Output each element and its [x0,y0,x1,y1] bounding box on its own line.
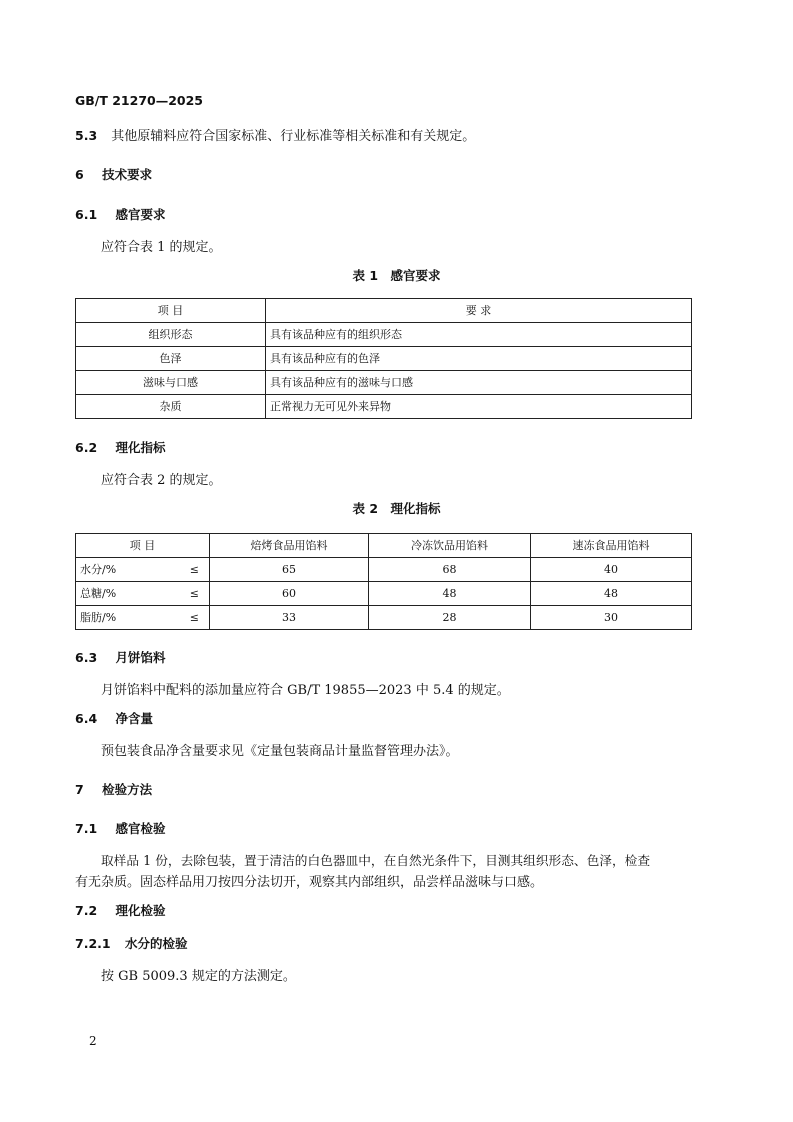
section-7-heading [75,780,152,798]
section-6-4-heading [75,709,153,727]
clause-text: 其他原辅料应符合国家标准、行业标准等相关标准和有关规定。 [111,129,476,144]
table-cell: 65 [210,558,369,582]
table-cell: 40 [531,558,692,582]
section-title: 技术要求 [102,167,153,182]
table-cell: 正常视力无可见外来异物 [266,395,692,419]
clause-5-3 [75,125,475,144]
less-equal-symbol: ≤ [189,563,199,576]
table-row [76,323,692,347]
section-number: 7.2 [75,903,98,918]
section-number: 6.2 [75,440,98,455]
table-cell: 60 [210,582,369,606]
table-row [76,395,692,419]
section-7-1-body-line-1: 取样品 1 份，去除包装，置于清洁的白色器皿中，在自然光条件下，目测其组织形态、色泽，检查 [101,853,651,868]
table-cell: 33 [210,606,369,630]
table-header-cell: 冷冻饮品用馅料 [369,534,531,558]
section-7-2-heading [75,901,166,919]
section-6-heading [75,165,152,183]
section-title: 净含量 [115,711,154,726]
section-title: 理化指标 [115,440,166,455]
table-header-cell: 项 目 [76,534,210,558]
table-cell: 具有该品种应有的滋味与口感 [266,371,692,395]
page-number: 2 [89,1034,97,1048]
table-1-caption: 表 1 感官要求 [352,268,441,283]
table-cell [76,606,210,630]
document-header: GB/T 21270—2025 [75,93,204,108]
section-6-2-heading [75,438,166,456]
section-title: 水分的检验 [124,936,188,951]
table-cell: 48 [531,582,692,606]
table-cell [76,582,210,606]
section-6-3-body: 月饼馅料中配料的添加量应符合 GB/T 19855—2023 中 5.4 的规定。 [101,683,510,698]
table-cell: 48 [369,582,531,606]
section-7-1-body-line-2: 有无杂质。固态样品用刀按四分法切开，观察其内部组织，品尝样品滋味与口感。 [75,875,544,890]
section-title: 感官检验 [115,821,166,836]
section-7-2-1-heading [75,934,187,952]
table-row [76,371,692,395]
section-number: 6.1 [75,207,98,222]
table-cell [76,558,210,582]
section-6-4-body: 预包装食品净含量要求见《定量包装商品计量监督管理办法》。 [101,744,459,759]
item-label: 脂肪/% [80,611,117,624]
table-row [76,347,692,371]
table-1 [75,298,692,419]
section-number: 7.2.1 [75,936,111,951]
section-7-1-heading [75,819,166,837]
table-2 [75,533,692,630]
table-header-cell: 速冻食品用馅料 [531,534,692,558]
table-cell: 滋味与口感 [76,371,266,395]
section-number: 6 [75,167,84,182]
section-title: 理化检验 [115,903,166,918]
table-cell: 杂质 [76,395,266,419]
table-header-row [76,534,692,558]
table-cell: 组织形态 [76,323,266,347]
table-cell: 68 [369,558,531,582]
table-cell: 具有该品种应有的组织形态 [266,323,692,347]
section-number: 7.1 [75,821,98,836]
section-number: 7 [75,782,84,797]
table-cell: 具有该品种应有的色泽 [266,347,692,371]
section-6-2-body: 应符合表 2 的规定。 [101,473,222,488]
section-title: 检验方法 [102,782,153,797]
section-number: 6.3 [75,650,98,665]
item-label: 总糖/% [80,587,117,600]
table-row [76,558,692,582]
item-label: 水分/% [80,563,117,576]
clause-number: 5.3 [75,128,98,143]
section-6-1-body: 应符合表 1 的规定。 [101,240,222,255]
table-row [76,582,692,606]
table-2-caption: 表 2 理化指标 [352,501,441,516]
table-header-cell: 项 目 [76,299,266,323]
table-cell: 28 [369,606,531,630]
less-equal-symbol: ≤ [189,587,199,600]
section-6-3-heading [75,648,166,666]
table-header-cell: 要 求 [266,299,692,323]
table-cell: 30 [531,606,692,630]
less-equal-symbol: ≤ [189,611,199,624]
table-cell: 色泽 [76,347,266,371]
section-7-2-1-body: 按 GB 5009.3 规定的方法测定。 [101,969,296,984]
section-number: 6.4 [75,711,98,726]
table-header-cell: 焙烤食品用馅料 [210,534,369,558]
section-title: 感官要求 [115,207,166,222]
table-header-row [76,299,692,323]
section-6-1-heading [75,205,166,223]
section-title: 月饼馅料 [115,650,166,665]
table-row [76,606,692,630]
